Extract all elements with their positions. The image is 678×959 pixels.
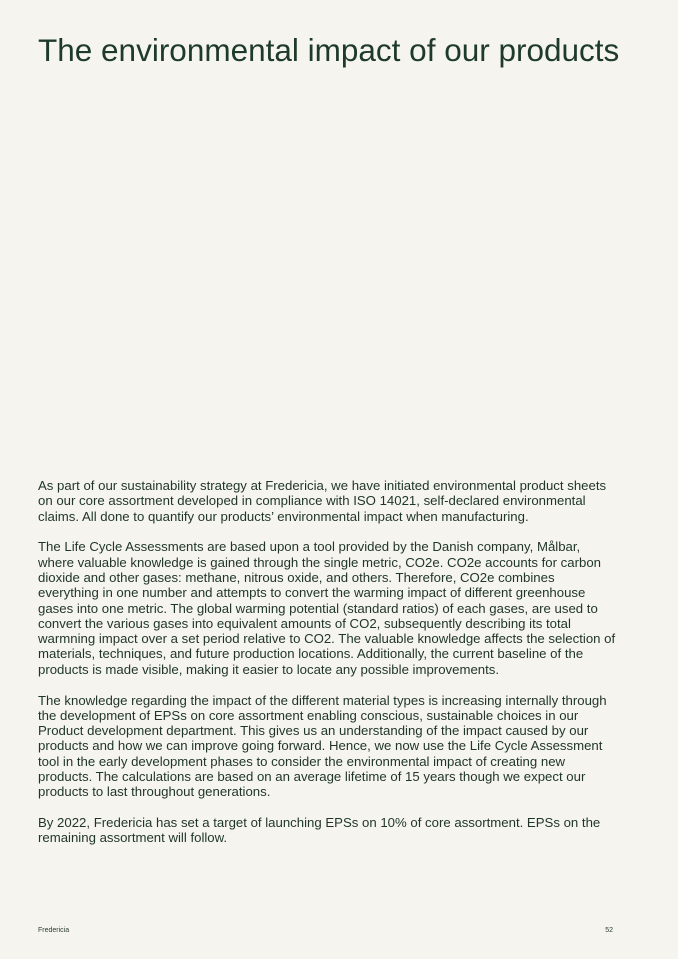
page-number: 52 [605, 927, 613, 934]
page-title: The environmental impact of our products [38, 32, 620, 68]
body-text [38, 478, 618, 861]
footer-brand: Fredericia [38, 927, 70, 934]
paragraph-knowledge: The knowledge regarding the impact of the different material types is increasing internally through the development of EPSs on core assortment enabling conscious, sustainable choices in our Product development department. This gives us an understanding of the impact caused by our products and how we can improve going forward. Hence, we now use the Life Cycle Assessment tool in the early development phases to consider the environmental impact of creating new products. The calculations are based on an average lifetime of 15 years though we expect our products to last throughout generations. [38, 692, 607, 800]
paragraph-target: By 2022, Fredericia has set a target of launching EPSs on 10% of core assortment. EPSs on the remaining assortment will follow. [38, 815, 601, 846]
paragraph-intro: As part of our sustainability strategy at Fredericia, we have initiated environmental product sheets on our core assortment developed in compliance with ISO 14021, self-declared environmental claims. All done to quantify our products’ environmental impact when manufacturing. [38, 478, 607, 524]
paragraph-lca: The Life Cycle Assessments are based upon a tool provided by the Danish company, Målbar, where valuable knowledge is gained through the single metric, CO2e. CO2e accounts for carbon dioxide and other gases: methane, nitrous oxide, and others. Therefore, CO2e combines everything in one number and attempts to convert the warming impact of different greenhouse gases into one metric. The global warming potential (standard ratios) of each gases, are used to convert the various gases into equivalent amounts of CO2, subsequently describing its total warmning impact over a set period relative to CO2. The valuable knowledge affects the selection of materials, techniques, and future production locations. Additionally, the current baseline of the products is made visible, making it easier to locate any possible improvements. [38, 539, 616, 677]
